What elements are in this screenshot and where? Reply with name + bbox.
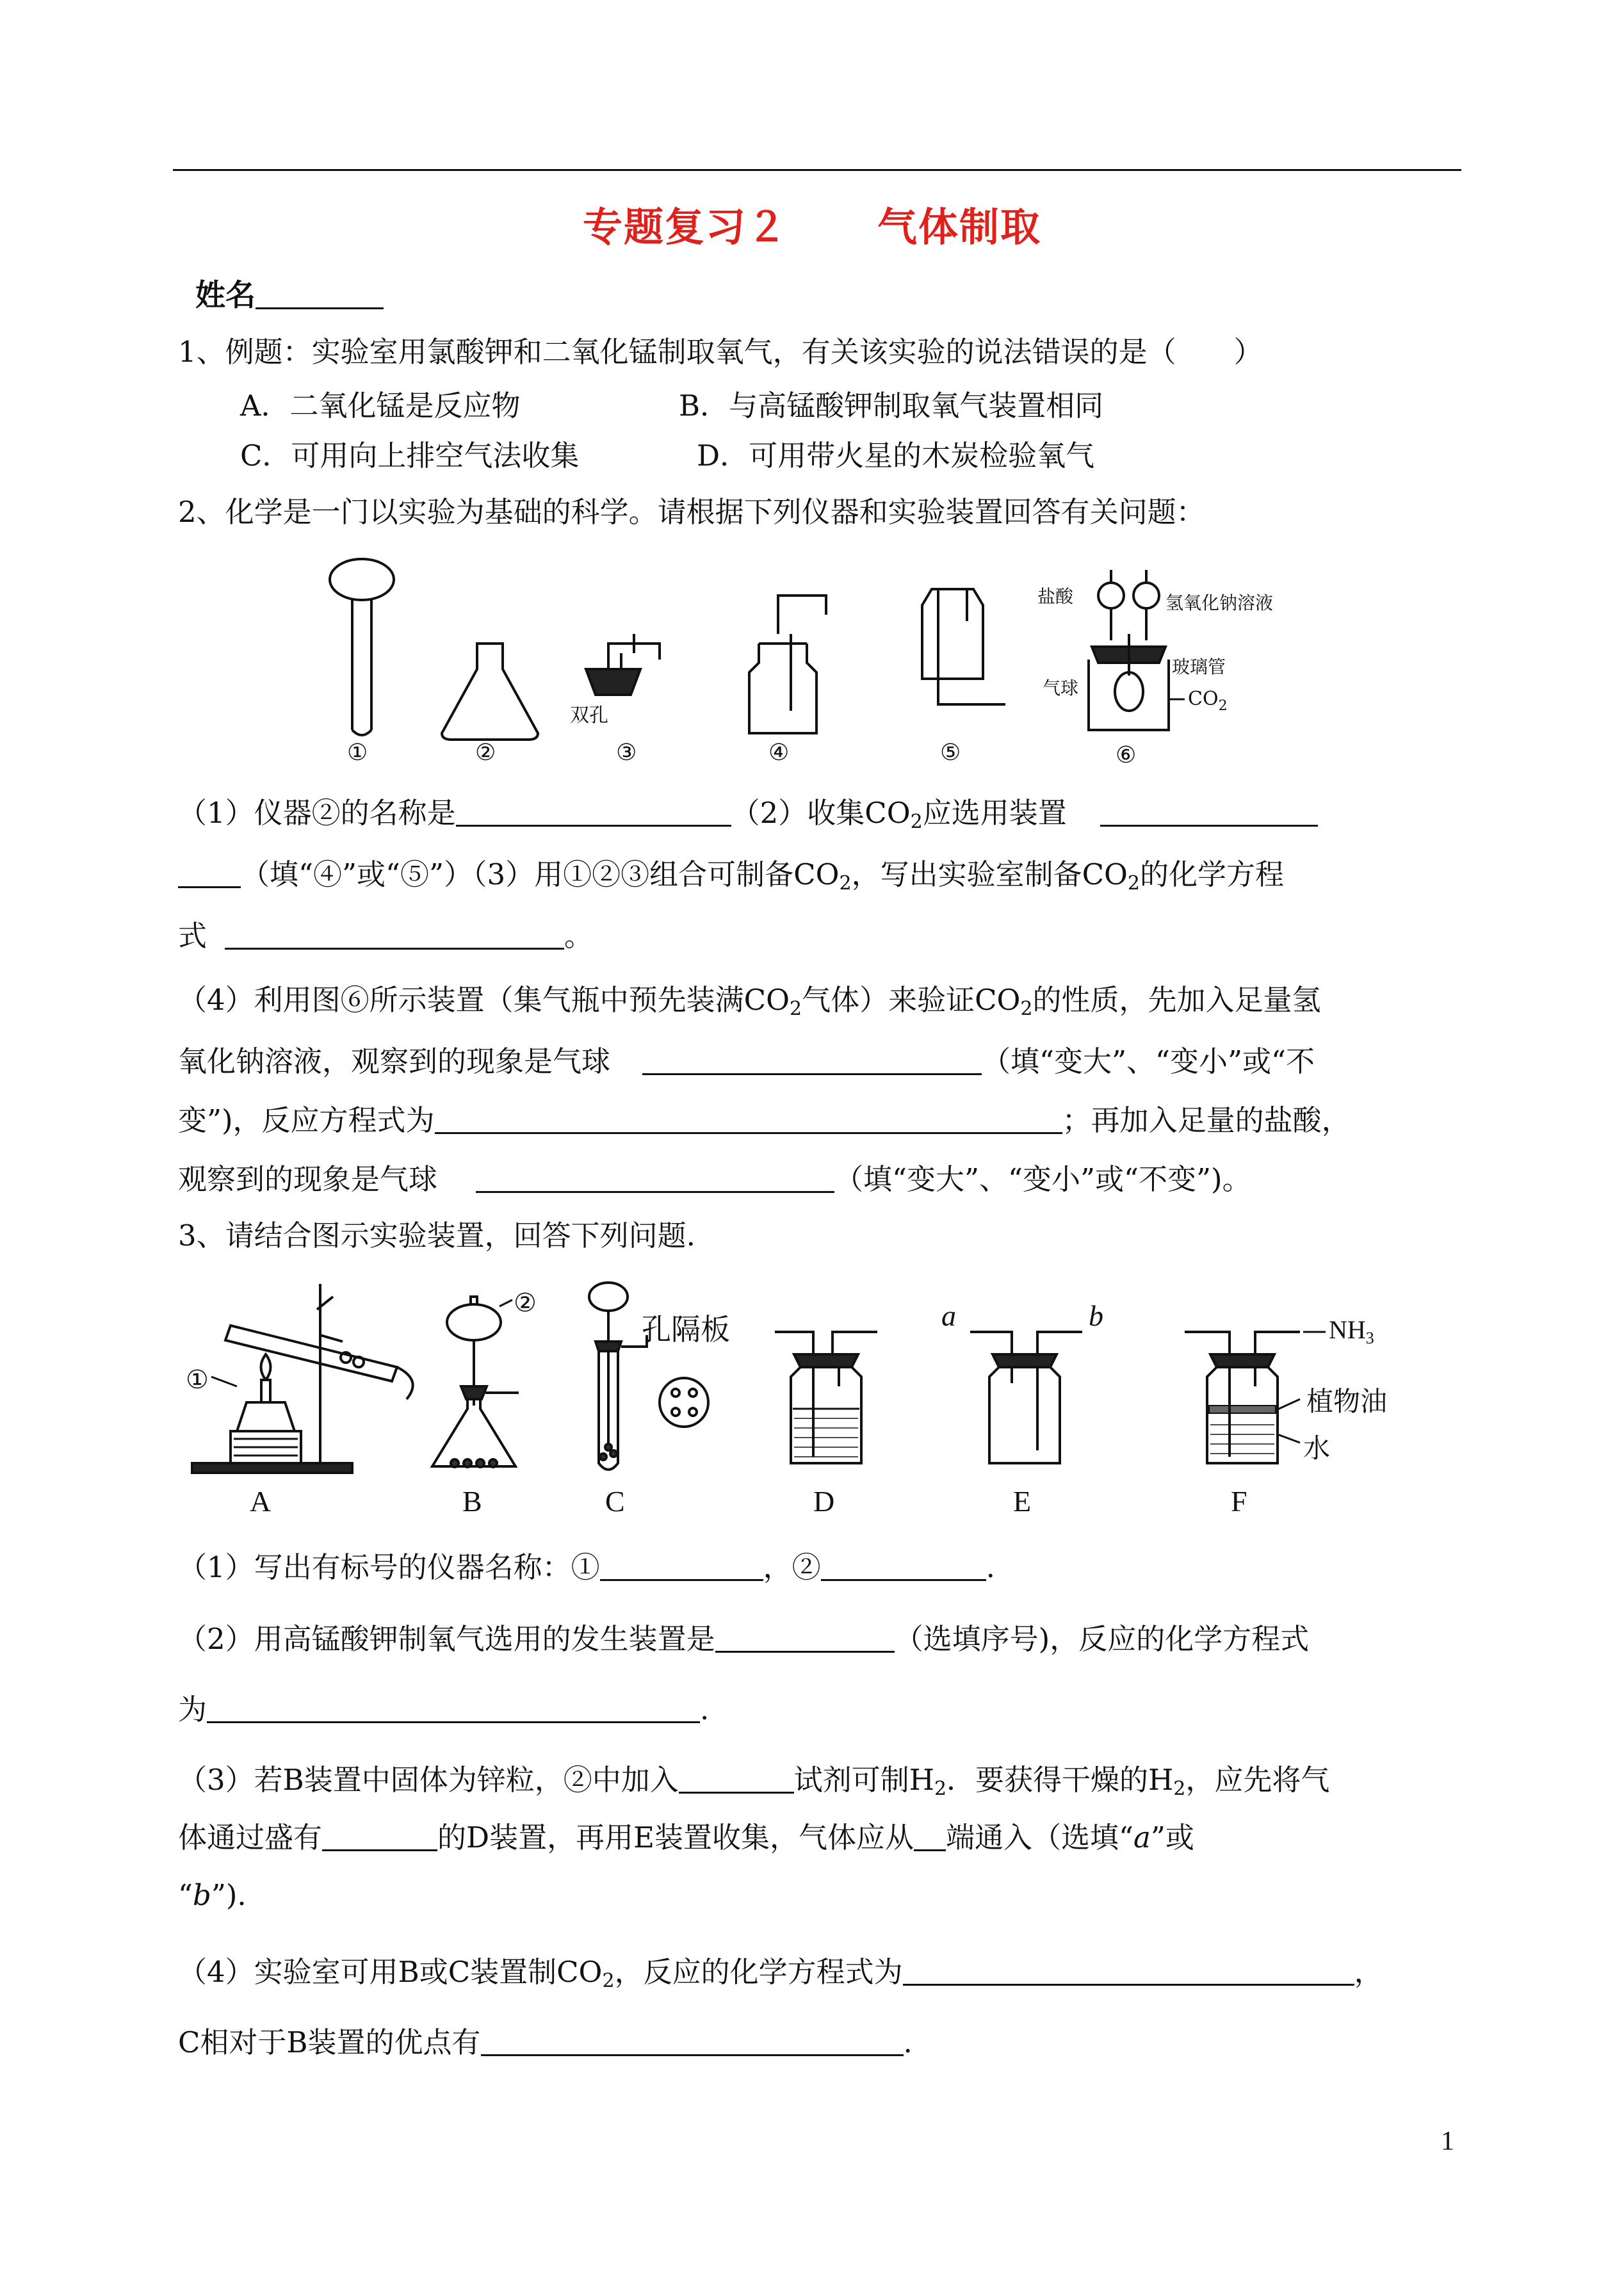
- q3-stem: 3、请结合图示实验装置，回答下列问题.: [178, 1219, 695, 1253]
- device-label-f: F: [1231, 1485, 1247, 1518]
- page-number: 1: [1441, 2127, 1454, 2156]
- label-vegetable-oil: 植物油: [1306, 1388, 1388, 1417]
- student-name-line: [195, 277, 384, 315]
- title-topic-name: 气体制取: [877, 204, 1042, 250]
- device-label-b: B: [462, 1485, 482, 1518]
- device-b-flask-with-funnel-icon: [432, 1297, 519, 1467]
- label-two-hole: 双孔: [570, 704, 608, 727]
- q2-blank-balloon-change-1[interactable]: [642, 1044, 982, 1075]
- q1-option-b: B．与高锰酸钾制取氧气装置相同: [679, 389, 1104, 423]
- q2-blank-balloon-change-2[interactable]: [476, 1162, 834, 1193]
- device-label-c: C: [605, 1485, 625, 1518]
- q2-line-5: 氧化钠溶液，观察到的现象是气球 （填“变大”、“变小”或“不: [178, 1044, 1315, 1078]
- device-a-heating-apparatus-icon: [192, 1284, 413, 1473]
- balloon-apparatus-icon: [1089, 570, 1169, 730]
- conical-flask-icon: [442, 644, 538, 740]
- label-port-b: b: [1089, 1299, 1103, 1332]
- q3-blank-generator-device[interactable]: [715, 1621, 895, 1653]
- device-e-gas-collection-bottle-icon: [970, 1332, 1082, 1463]
- q3-line-8: C相对于B装置的优点有 .: [178, 2025, 913, 2059]
- q3-blank-reagent[interactable]: [679, 1762, 794, 1794]
- q2-blank-collection-device-cont[interactable]: [178, 857, 241, 888]
- q2-line-3: 式 。: [178, 919, 594, 953]
- label-porous-plate: 孔隔板: [642, 1313, 730, 1346]
- q3-blank-drying-agent[interactable]: [322, 1820, 437, 1851]
- q2-blank-instrument-name[interactable]: [456, 795, 731, 827]
- page-title: [0, 195, 1624, 252]
- name-blank[interactable]: [256, 278, 384, 309]
- device-label-e: E: [1013, 1485, 1032, 1518]
- q1-option-c: C．可用向上排空气法收集: [240, 439, 580, 473]
- q2-line-7: 观察到的现象是气球 （填“变大”、“变小”或“不变”)。: [178, 1162, 1251, 1196]
- q3-line-4: （3）若B装置中固体为锌粒，②中加入 试剂可制$H_2$．要获得干燥的$H_2$，应先将气: [178, 1763, 1330, 1800]
- q3-blank-instrument-1[interactable]: [600, 1550, 763, 1581]
- label-glass-tube: 玻璃管: [1172, 656, 1226, 677]
- label-sodium-hydroxide: 氢氧化钠溶液: [1165, 592, 1274, 613]
- q3-line-1: （1）写出有标号的仪器名称：① ，② .: [178, 1550, 995, 1584]
- q3-blank-instrument-2[interactable]: [821, 1550, 986, 1581]
- q1-option-a: A．二氧化锰是反应物: [240, 389, 521, 423]
- q3-blank-inlet-port[interactable]: [914, 1820, 946, 1851]
- q2-line-1: （1）仪器②的名称是 （2）收集$CO_2$应选用装置: [178, 794, 1318, 841]
- fig-label-3: ③: [616, 740, 637, 766]
- device-label-d: D: [813, 1485, 835, 1518]
- q3-blank-advantage[interactable]: [481, 2025, 904, 2056]
- label-water: 水: [1303, 1434, 1331, 1464]
- q3-blank-co2-equation[interactable]: [903, 1954, 1354, 1986]
- q3-line-7: （4）实验室可用B或C装置制$CO_2$，反应的化学方程式为 ，: [178, 1955, 1383, 1992]
- q2-line-6: 变”)，反应方程式为 ；再加入足量的盐酸，: [178, 1103, 1351, 1137]
- long-neck-funnel-icon: [330, 559, 394, 735]
- fig-label-4: ④: [768, 740, 790, 766]
- header-rule: [173, 169, 1461, 171]
- fig-label-1: ①: [347, 740, 368, 766]
- q3-line-3: 为 .: [178, 1692, 710, 1726]
- q3-line-2: （2）用高锰酸钾制氧气选用的发生装置是 （选填序号)，反应的化学方程式: [178, 1622, 1310, 1656]
- label-nh3: $NH_3$: [1329, 1315, 1374, 1347]
- fig-label-6: ⑥: [1116, 742, 1137, 768]
- label-circle-2: ②: [514, 1288, 537, 1318]
- label-circle-1: ①: [186, 1365, 209, 1395]
- q2-apparatus-figure: [307, 551, 1345, 768]
- q1-stem: 1、例题：实验室用氯酸钾和二氧化锰制取氧气，有关该实验的说法错误的是（ ）: [178, 335, 1263, 369]
- device-d-washing-bottle-icon: [775, 1332, 877, 1463]
- q2-stem: 2、化学是一门以实验为基础的科学。请根据下列仪器和实验装置回答有关问题：: [178, 495, 1205, 529]
- q2-line-2: （填“④”或“⑤”）（3）用①②③组合可制备$CO_2$，写出实验室制备$CO_2$的化学方程: [178, 856, 1284, 903]
- label-hydrochloric-acid: 盐酸: [1037, 586, 1074, 607]
- q2-blank-equation[interactable]: [225, 918, 564, 950]
- label-port-a: a: [941, 1299, 956, 1332]
- device-label-a: A: [250, 1485, 272, 1518]
- q2-line-4: （4）利用图⑥所示装置（集气瓶中预先装满$CO_2$气体）来验证$CO_2$的性质，先加入足量氢: [178, 983, 1321, 1020]
- two-hole-stopper-icon: [586, 634, 660, 695]
- q2-blank-collection-device[interactable]: [1100, 795, 1318, 827]
- q1-option-d: D．可用带火星的木炭检验氧气: [697, 439, 1095, 473]
- label-balloon: 气球: [1043, 677, 1079, 699]
- q3-apparatus-figure: [186, 1271, 1422, 1521]
- q3-line-5: 体通过盛有 的D装置，再用E装置收集，气体应从 端通入（选填“a”或: [178, 1821, 1194, 1854]
- fig-label-2: ②: [475, 740, 496, 766]
- q3-line-6: “b”).: [178, 1878, 247, 1912]
- q2-blank-reaction-equation[interactable]: [435, 1103, 1062, 1134]
- name-label: 姓名: [195, 278, 256, 313]
- gas-bottle-4-icon: [749, 596, 826, 733]
- gas-bottle-5-icon: [922, 589, 1005, 704]
- q3-blank-kmno4-equation[interactable]: [207, 1692, 700, 1723]
- title-topic-number: 专题复习２: [582, 204, 788, 250]
- fig-label-5: ⑤: [940, 740, 961, 766]
- label-co2: $CO_2$: [1188, 688, 1228, 714]
